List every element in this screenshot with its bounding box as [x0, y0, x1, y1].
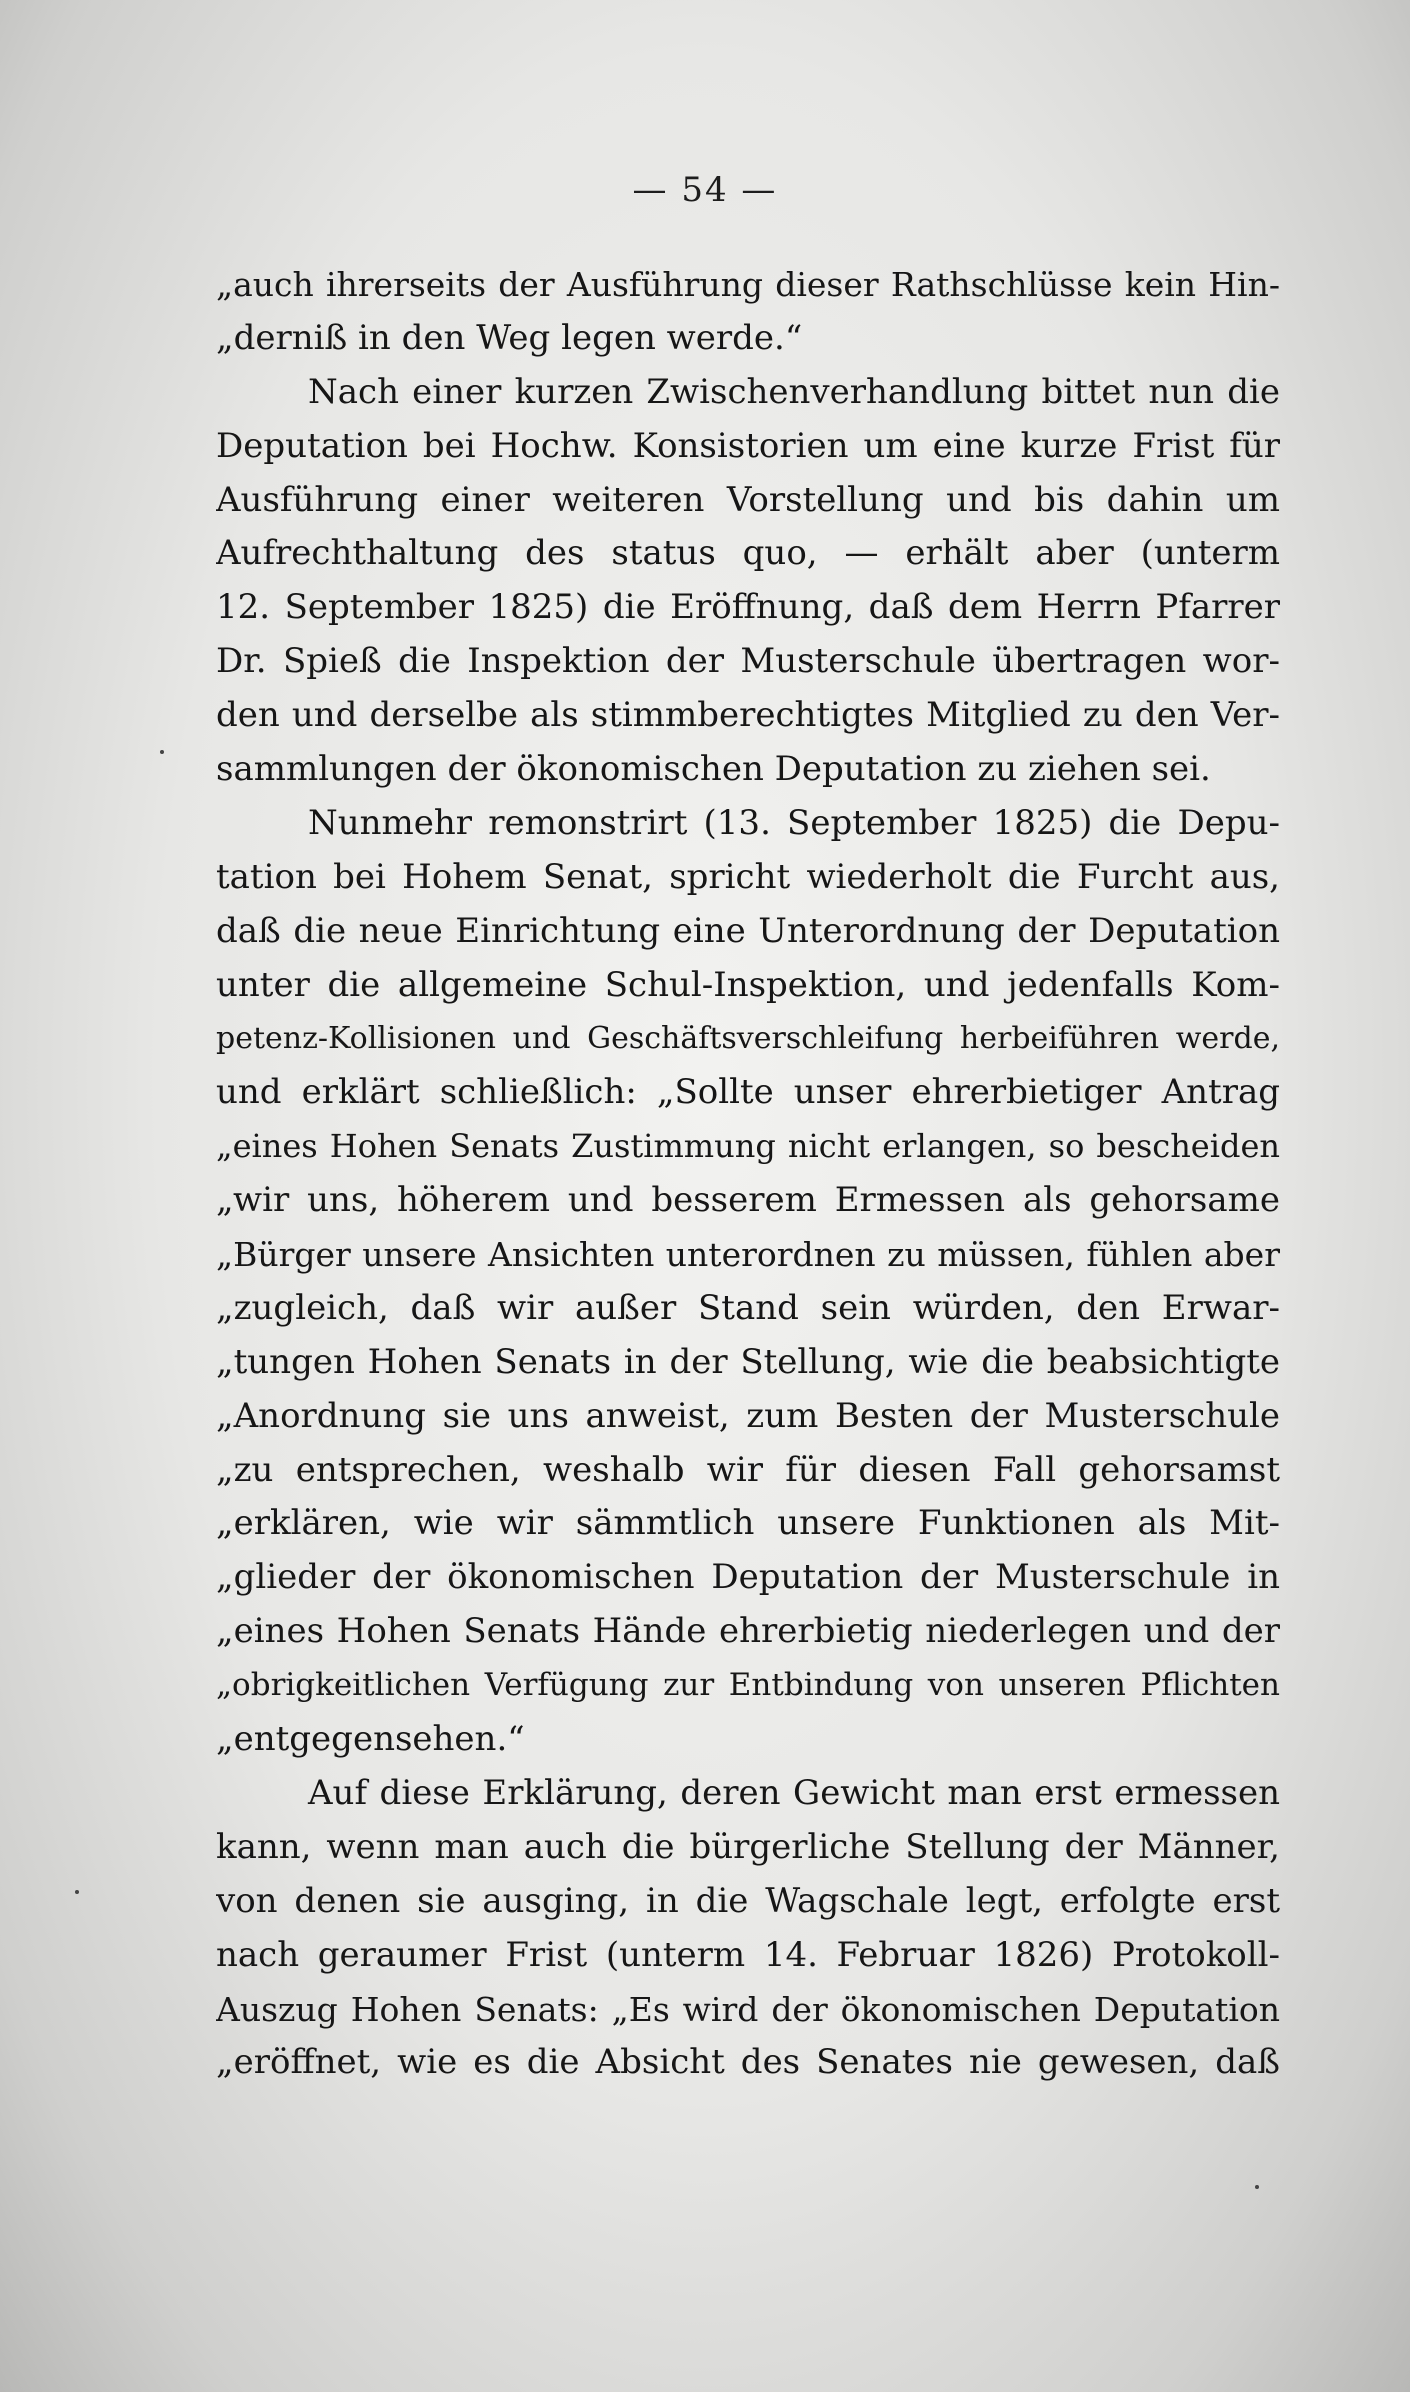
- text-line: „entgegensehen.“: [216, 1719, 525, 1760]
- text-line: unter die allgemeine Schul-Inspektion, und jedenfalls Kom-: [216, 964, 1280, 1005]
- body-text: [216, 258, 1280, 2090]
- text-line: „eines Hohen Senats Zustimmung nicht erlangen, so bescheiden: [216, 1127, 1280, 1166]
- text-line: sammlungen der ökonomischen Deputation zu ziehen sei.: [216, 749, 1211, 790]
- text-line: daß die neue Einrichtung eine Unterordnung der Deputation: [216, 910, 1280, 951]
- text-line: „Bürger unsere Ansichten unterordnen zu müssen, fühlen aber: [216, 1235, 1280, 1275]
- text-line: Dr. Spieß die Inspektion der Musterschule übertragen wor-: [216, 641, 1280, 682]
- text-line: „eröffnet, wie es die Absicht des Senates nie gewesen, daß: [216, 2042, 1280, 2083]
- text-line: Aufrechthaltung des status quo, — erhält aber (unterm: [216, 533, 1280, 574]
- text-line: von denen sie ausging, in die Wagschale legt, erfolgte erst: [216, 1880, 1280, 1921]
- paper-speck: [160, 750, 164, 754]
- text-line: „zugleich, daß wir außer Stand sein würden, den Erwar-: [216, 1287, 1280, 1328]
- text-line: „glieder der ökonomischen Deputation der Musterschule in: [216, 1557, 1280, 1598]
- text-line: „obrigkeitlichen Verfügung zur Entbindung von unseren Pflichten: [216, 1667, 1280, 1704]
- text-line: „erklären, wie wir sämmtlich unsere Funktionen als Mit-: [216, 1503, 1280, 1544]
- text-line: nach geraumer Frist (unterm 14. Februar 1826) Protokoll-: [216, 1934, 1280, 1975]
- paper-speck: [75, 1890, 79, 1894]
- text-line: „Anordnung sie uns anweist, zum Besten der Musterschule: [216, 1395, 1280, 1436]
- text-line: Ausführung einer weiteren Vorstellung und bis dahin um: [216, 479, 1280, 520]
- text-line: „auch ihrerseits der Ausführung dieser Rathschlüsse kein Hin-: [216, 265, 1280, 304]
- text-line: „wir uns, höherem und besserem Ermessen als gehorsame: [216, 1180, 1280, 1221]
- text-line: „zu entsprechen, weshalb wir für diesen Fall gehorsamst: [216, 1449, 1280, 1490]
- paper-speck: [1255, 2185, 1259, 2189]
- text-line: petenz-Kollisionen und Geschäftsverschleifung herbeiführen werde,: [216, 1021, 1280, 1057]
- text-line: und erklärt schließlich: „Sollte unser ehrerbietiger Antrag: [216, 1072, 1280, 1113]
- text-line: den und derselbe als stimmberechtigtes Mitglied zu den Ver-: [216, 695, 1280, 736]
- text-line: Nach einer kurzen Zwischenverhandlung bittet nun die: [308, 371, 1280, 412]
- page-number: — 54 —: [632, 170, 778, 210]
- text-line: 12. September 1825) die Eröffnung, daß dem Herrn Pfarrer: [216, 587, 1280, 628]
- text-line: „derniß in den Weg legen werde.“: [216, 317, 803, 358]
- text-line: Deputation bei Hochw. Konsistorien um eine kurze Frist für: [216, 425, 1280, 466]
- text-line: Auf diese Erklärung, deren Gewicht man erst ermessen: [308, 1772, 1280, 1813]
- text-line: „eines Hohen Senats Hände ehrerbietig niederlegen und der: [216, 1611, 1280, 1652]
- text-line: Auszug Hohen Senats: „Es wird der ökonomischen Deputation: [216, 1989, 1280, 2029]
- text-line: kann, wenn man auch die bürgerliche Stellung der Männer,: [216, 1826, 1280, 1867]
- text-line: Nunmehr remonstrirt (13. September 1825) die Depu-: [308, 802, 1280, 843]
- text-line: „tungen Hohen Senats in der Stellung, wie die beabsichtigte: [216, 1341, 1280, 1382]
- text-line: tation bei Hohem Senat, spricht wiederholt die Furcht aus,: [216, 856, 1280, 897]
